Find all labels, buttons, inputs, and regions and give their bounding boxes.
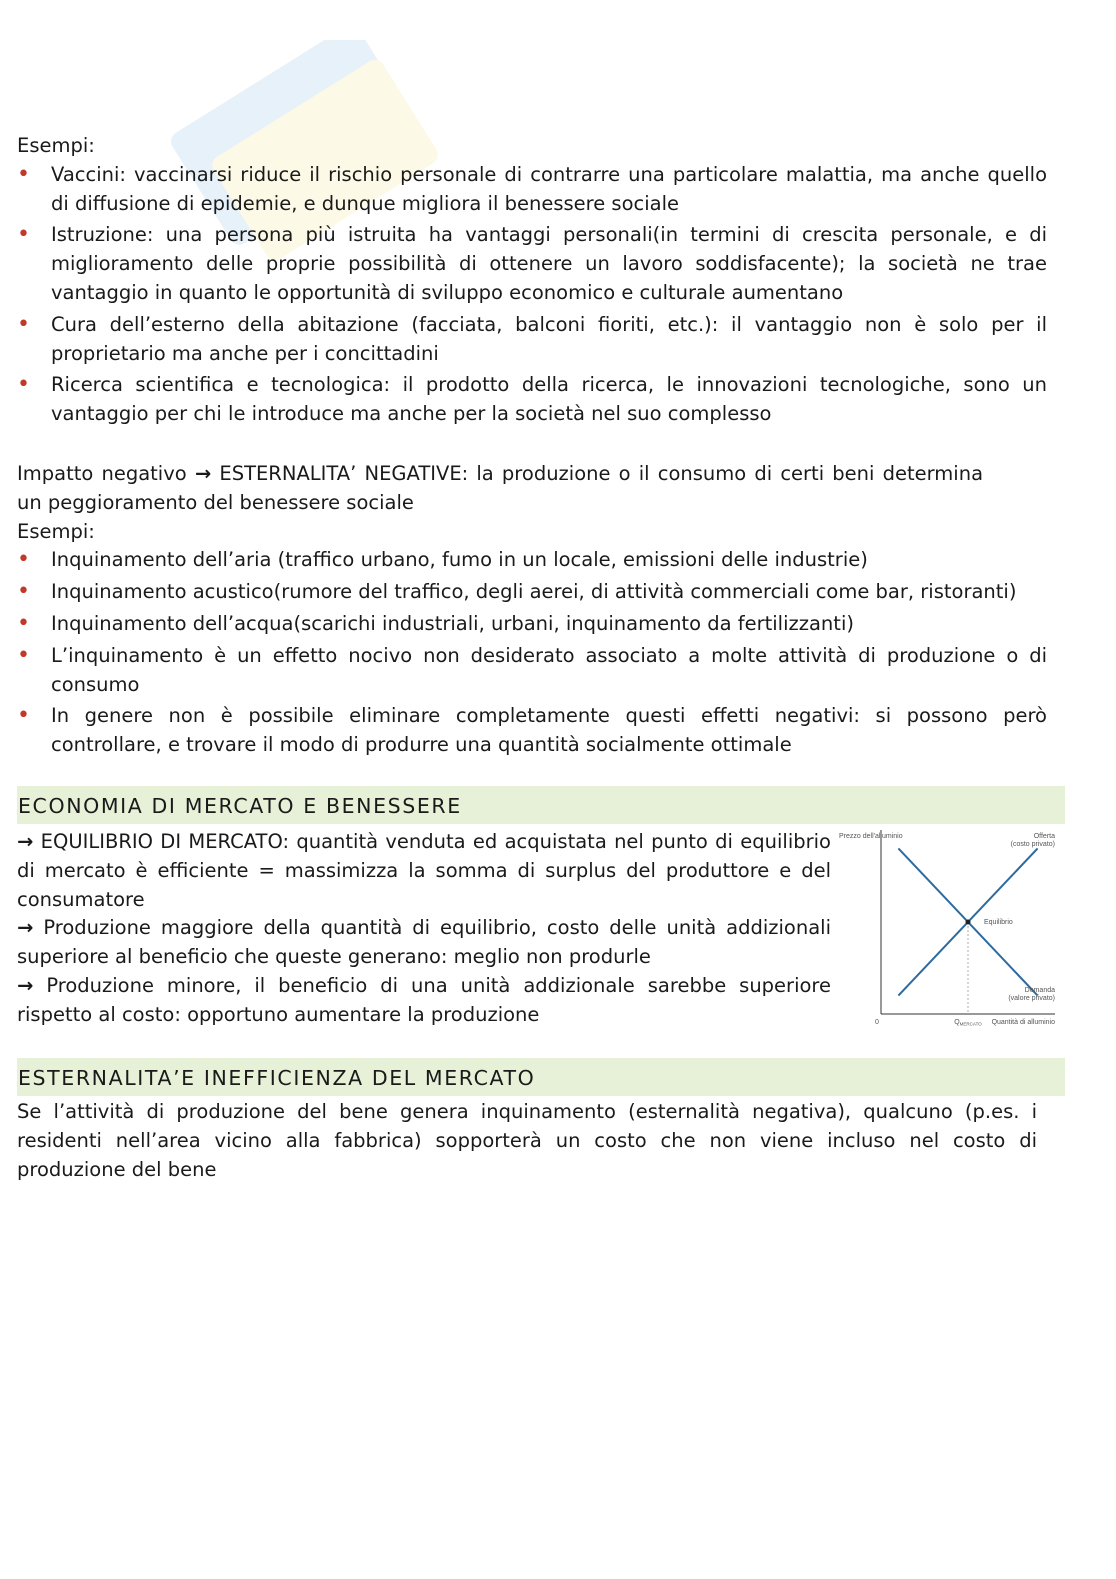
arrow-icon: → [17, 916, 34, 940]
bullet-icon: • [17, 610, 30, 636]
demand-legend-line1: Domanda [1024, 986, 1055, 994]
equilibrium-point: → Produzione maggiore della quantità di equilibrio, costo delle unità addizionali superiore al beneficio che queste generano: meglio non produrle [17, 916, 831, 969]
list-item: • Inquinamento acustico(rumore del traffico, degli aerei, di attività commerciali come bar, ristoranti) [17, 578, 1065, 607]
arrow-icon: → [17, 973, 34, 997]
demand-legend-line2: (valore privato) [1008, 994, 1055, 1002]
equilibrium-block [17, 828, 1065, 1032]
equilibrium-point-marker [966, 919, 971, 924]
document-page [17, 132, 1065, 1184]
supply-legend-line1: Offerta [1033, 832, 1055, 840]
list-item: • Inquinamento dell’acqua(scarichi industriali, urbani, inquinamento da fertilizzanti) [17, 610, 1065, 639]
equilibrium-text [17, 828, 831, 1030]
examples-label: Esempi: [17, 519, 95, 543]
x-axis-label: Quantità di alluminio [991, 1018, 1055, 1026]
negative-examples-list [17, 546, 1065, 760]
bullet-icon: • [17, 547, 30, 573]
y-axis-label-line1: Prezzo dell'alluminio [839, 832, 903, 840]
section-heading-market-welfare: ECONOMIA DI MERCATO E BENESSERE [17, 786, 1065, 824]
supply-legend-line2: (costo privato) [1010, 840, 1055, 848]
list-item: • Vaccini: vaccinarsi riduce il rischio personale di contrarre una particolare malattia, ma anche quello di diffusione di epidemie, e dunque migliora il benessere sociale [17, 161, 1047, 215]
bullet-icon: • [17, 161, 30, 187]
positive-examples-list [17, 161, 1065, 429]
bullet-icon: • [17, 222, 30, 248]
list-item: • Cura dell’esterno della abitazione (facciata, balconi fioriti, etc.): il vantaggio non è solo per il proprietario ma anche per i concittadini [17, 311, 1047, 365]
list-item: • L’inquinamento è un effetto nocivo non desiderato associato a molte attività di produzione o di consumo [17, 642, 1047, 696]
bullet-icon: • [17, 311, 30, 337]
equilibrium-point: → EQUILIBRIO DI MERCATO: quantità venduta ed acquistata nel punto di equilibrio di mercato è efficiente = massimizza la somma di surplus del produttore e del consumatore [17, 829, 831, 911]
equilibrium-point: → Produzione minore, il beneficio di una unità addizionale sarebbe superiore rispetto al costo: opportuno aumentare la produzione [17, 973, 832, 1026]
list-item: • Ricerca scientifica e tecnologica: il prodotto della ricerca, le innovazioni tecnologiche, sono un vantaggio per chi le introduce ma anche per la società nel suo complesso [17, 372, 1047, 426]
bullet-icon: • [17, 703, 30, 729]
list-item: • Istruzione: una persona più istruita ha vantaggi personali(in termini di crescita personale, e di miglioramento delle proprie possibilità di ottenere un lavoro soddisfacente); la società ne trae vantaggio in quanto le opportunità di sviluppo economico e culturale aumentano [17, 222, 1047, 304]
list-item: • Inquinamento dell’aria (traffico urbano, fumo in un locale, emissioni delle industrie) [17, 546, 1065, 575]
arrow-icon: → [194, 461, 212, 485]
bullet-icon: • [17, 642, 30, 668]
negative-externality-intro: Impatto negativo → ESTERNALITA’ NEGATIVE: la produzione o il consumo di certi beni determina un peggioramento del benessere sociale [17, 461, 984, 514]
arrow-icon: → [17, 829, 34, 853]
section-heading-market-inefficiency: ESTERNALITA’E INEFFICIENZA DEL MERCATO [17, 1058, 1065, 1096]
inefficiency-body: Se l’attività di produzione del bene genera inquinamento (esternalità negativa), qualcuno (p.es. i residenti nell’area vicino alla fabbrica) sopporterà un costo che non viene incluso nel costo di produzione del bene [17, 1099, 1037, 1181]
x-tick-label: $Q_{MERCATO}$ [954, 1018, 982, 1027]
supply-demand-chart [833, 828, 1061, 1028]
list-item: • In genere non è possibile eliminare completamente questi effetti negativi: si possono però controllare, e trovare il modo di produrre una quantità socialmente ottimale [17, 703, 1047, 757]
examples-label: Esempi: [17, 134, 95, 157]
bullet-icon: • [17, 579, 30, 605]
equilibrium-label: Equilibrio [984, 918, 1013, 926]
origin-label: 0 [875, 1018, 879, 1026]
supply-demand-chart-container [833, 828, 1065, 1032]
bullet-icon: • [17, 372, 30, 398]
